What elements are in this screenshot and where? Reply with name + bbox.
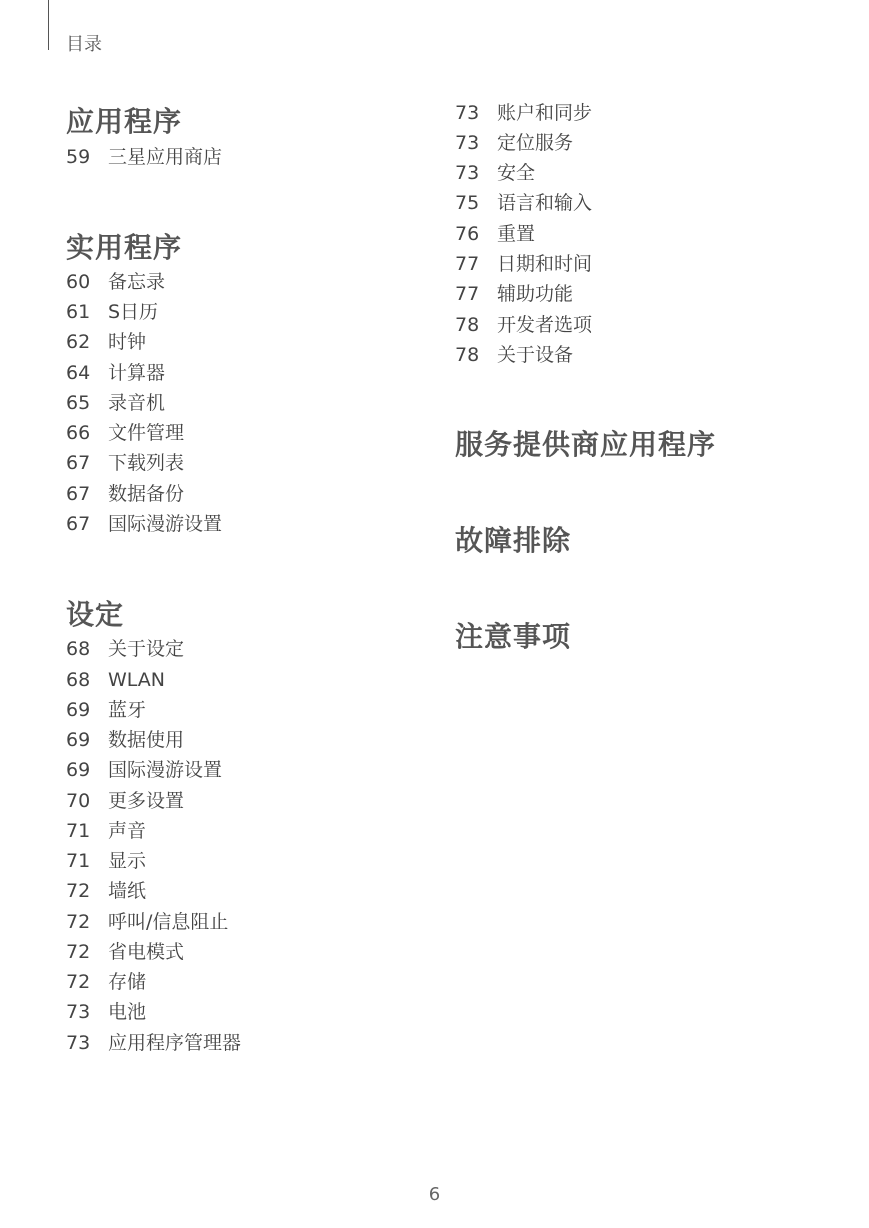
entry-label: 更多设置 [108, 790, 185, 812]
entry-page: 78 [455, 314, 480, 336]
entry-page: 62 [66, 331, 91, 353]
toc-entry[interactable] [66, 967, 146, 997]
toc-entry[interactable] [66, 479, 184, 509]
entry-page: 70 [66, 790, 91, 812]
entry-label: 蓝牙 [108, 699, 147, 721]
section-title-troubleshooting[interactable]: 故障排除 [455, 524, 572, 557]
entry-page: 60 [66, 271, 91, 293]
toc-entry[interactable] [66, 816, 146, 846]
toc-entry[interactable] [455, 219, 535, 249]
toc-entry[interactable] [66, 327, 146, 357]
entry-page: 71 [66, 820, 91, 842]
entry-page: 59 [66, 146, 91, 168]
toc-entry[interactable] [66, 358, 165, 388]
toc-entry[interactable] [66, 142, 222, 172]
entry-page: 71 [66, 850, 91, 872]
toc-entry[interactable] [66, 388, 165, 418]
entry-page: 69 [66, 699, 91, 721]
entry-label: 数据备份 [108, 483, 185, 505]
entry-label: 开发者选项 [497, 314, 593, 336]
entry-label: 电池 [108, 1001, 147, 1023]
entry-label: 关于设定 [108, 638, 185, 660]
toc-entry[interactable] [66, 634, 184, 664]
entry-label: 应用程序管理器 [108, 1032, 242, 1054]
toc-entry[interactable] [66, 846, 146, 876]
entry-page: 72 [66, 911, 91, 933]
entry-page: 73 [455, 102, 480, 124]
toc-entry[interactable] [66, 509, 222, 539]
toc-entry[interactable] [66, 876, 146, 906]
entry-page: 78 [455, 344, 480, 366]
entry-label: 声音 [108, 820, 147, 842]
toc-entry[interactable] [66, 297, 158, 327]
entry-page: 73 [455, 132, 480, 154]
entry-label: 呼叫/信息阻止 [108, 911, 229, 933]
toc-entry[interactable] [66, 418, 184, 448]
entry-label: 安全 [497, 162, 536, 184]
entry-page: 66 [66, 422, 91, 444]
toc-entry[interactable] [66, 448, 184, 478]
entry-label: S日历 [108, 301, 159, 323]
entry-label: 备忘录 [108, 271, 166, 293]
entry-label: 三星应用商店 [108, 146, 223, 168]
entry-label: 计算器 [108, 362, 166, 384]
toc-entry[interactable] [66, 725, 184, 755]
entry-page: 72 [66, 941, 91, 963]
entry-page: 65 [66, 392, 91, 414]
entry-label: 定位服务 [497, 132, 574, 154]
section-title-apps: 应用程序 [66, 105, 183, 138]
entry-page: 61 [66, 301, 91, 323]
entry-page: 72 [66, 880, 91, 902]
entry-label: 辅助功能 [497, 283, 574, 305]
entry-label: 账户和同步 [497, 102, 593, 124]
toc-entry[interactable] [455, 279, 573, 309]
entry-label: 日期和时间 [497, 253, 593, 275]
toc-entry[interactable] [66, 695, 146, 725]
toc-entry[interactable] [455, 340, 573, 370]
entry-page: 75 [455, 192, 480, 214]
entry-page: 76 [455, 223, 480, 245]
entry-page: 67 [66, 483, 91, 505]
entry-page: 67 [66, 452, 91, 474]
page-number: 6 [428, 1184, 441, 1205]
toc-entry[interactable] [66, 665, 165, 695]
toc-entry[interactable] [66, 937, 184, 967]
entry-label: 数据使用 [108, 729, 185, 751]
entry-label: 国际漫游设置 [108, 513, 223, 535]
entry-page: 77 [455, 253, 480, 275]
toc-entry[interactable] [455, 249, 592, 279]
entry-page: 69 [66, 759, 91, 781]
entry-label: 下载列表 [108, 452, 185, 474]
header-title: 目录 [66, 34, 102, 55]
entry-label: 文件管理 [108, 422, 185, 444]
entry-page: 77 [455, 283, 480, 305]
section-title-provider-apps[interactable]: 服务提供商应用程序 [455, 428, 717, 461]
entry-label: 重置 [497, 223, 536, 245]
entry-page: 67 [66, 513, 91, 535]
entry-label: 墙纸 [108, 880, 147, 902]
toc-entry[interactable] [455, 188, 592, 218]
entry-label: 显示 [108, 850, 147, 872]
entry-label: 录音机 [108, 392, 166, 414]
section-title-precautions[interactable]: 注意事项 [455, 620, 572, 653]
section-title-utilities: 实用程序 [66, 231, 183, 264]
entry-page: 68 [66, 669, 91, 691]
entry-page: 72 [66, 971, 91, 993]
entry-label: 时钟 [108, 331, 147, 353]
entry-page: 68 [66, 638, 91, 660]
section-title-settings: 设定 [66, 598, 125, 631]
entry-label: 存储 [108, 971, 147, 993]
toc-entry[interactable] [455, 128, 573, 158]
entry-page: 73 [455, 162, 480, 184]
toc-entry[interactable] [455, 310, 592, 340]
toc-entry[interactable] [66, 755, 222, 785]
toc-entry[interactable] [66, 907, 228, 937]
entry-label: WLAN [108, 669, 166, 691]
entry-label: 语言和输入 [497, 192, 593, 214]
entry-label: 关于设备 [497, 344, 574, 366]
entry-page: 73 [66, 1001, 91, 1023]
toc-entry[interactable] [66, 1028, 241, 1058]
entry-page: 73 [66, 1032, 91, 1054]
toc-entry[interactable] [66, 786, 184, 816]
toc-entry[interactable] [66, 997, 146, 1027]
toc-entry[interactable] [455, 98, 592, 128]
toc-entry[interactable] [66, 267, 165, 297]
entry-label: 国际漫游设置 [108, 759, 223, 781]
entry-page: 69 [66, 729, 91, 751]
margin-line [48, 0, 49, 50]
entry-label: 省电模式 [108, 941, 185, 963]
entry-page: 64 [66, 362, 91, 384]
toc-entry[interactable] [455, 158, 535, 188]
